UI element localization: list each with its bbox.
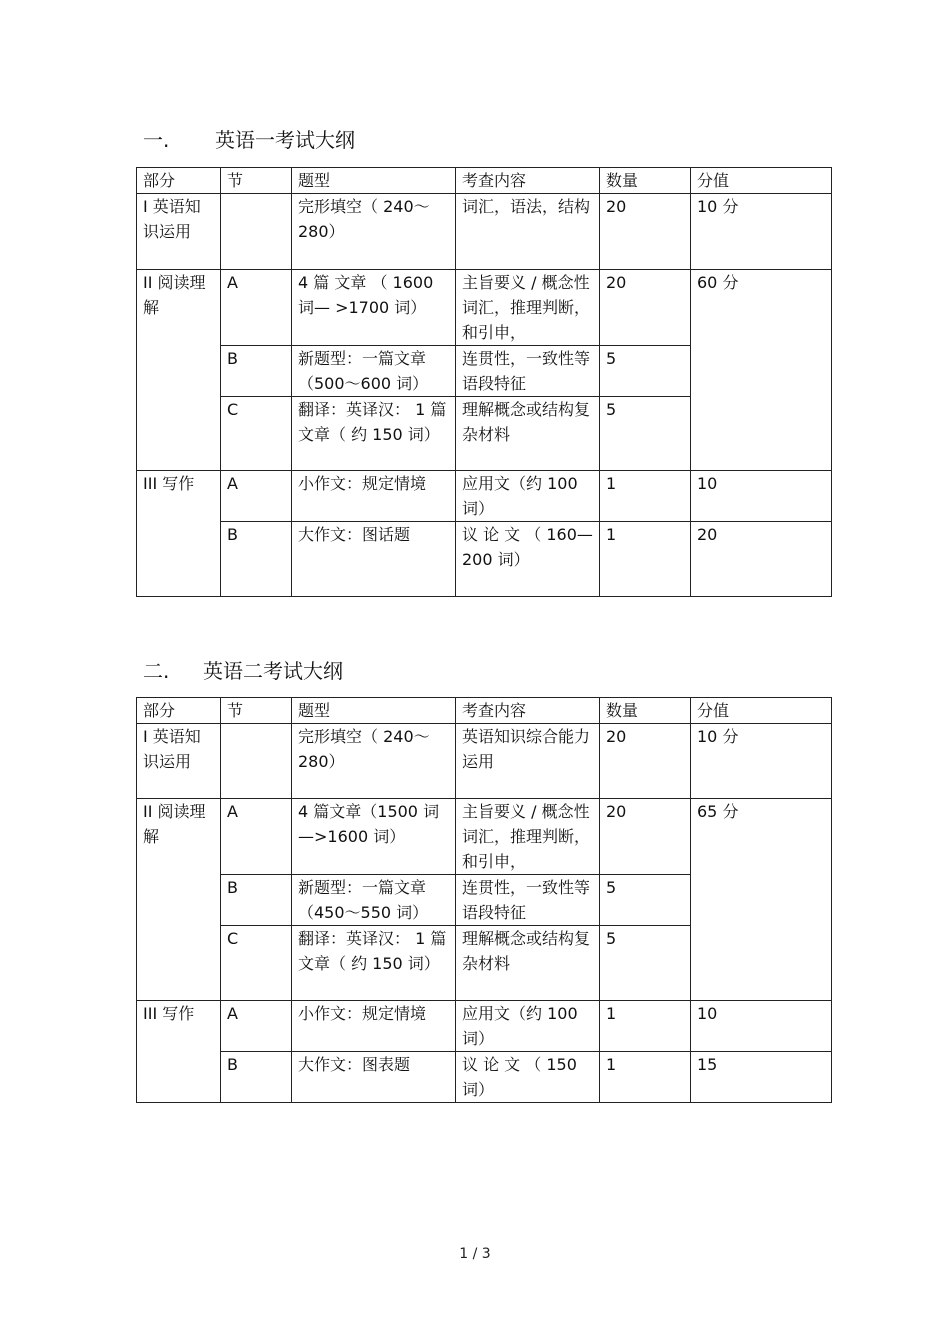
- section-title-2: [143, 659, 343, 683]
- cell-count: 20: [600, 799, 691, 875]
- cell-section: B: [221, 1052, 292, 1103]
- cell-count: 1: [600, 522, 691, 597]
- cell-content: 理解概念或结构复杂材料: [456, 926, 600, 1001]
- cell-section: C: [221, 397, 292, 471]
- header-type: 题型: [292, 698, 456, 724]
- table-row: [137, 1052, 832, 1103]
- table-header-row: [137, 698, 832, 724]
- cell-part: II 阅读理解: [137, 270, 221, 471]
- table-row: [137, 194, 832, 270]
- cell-section: B: [221, 522, 292, 597]
- cell-count: 5: [600, 397, 691, 471]
- cell-count: 5: [600, 875, 691, 926]
- header-content: 考查内容: [456, 168, 600, 194]
- page-number: 1 / 3: [459, 1246, 491, 1262]
- cell-type: 翻译：英译汉： 1 篇文章（ 约 150 词）: [292, 926, 456, 1001]
- cell-part: II 阅读理解: [137, 799, 221, 1001]
- cell-count: 20: [600, 724, 691, 799]
- cell-count: 20: [600, 270, 691, 346]
- cell-type: 新题型：一篇文章（450～550 词）: [292, 875, 456, 926]
- cell-count: 5: [600, 926, 691, 1001]
- cell-score: 65 分: [691, 799, 832, 1001]
- cell-section: A: [221, 270, 292, 346]
- outline-table-2: [136, 697, 832, 1103]
- cell-score: 60 分: [691, 270, 832, 471]
- header-type: 题型: [292, 168, 456, 194]
- cell-type: 翻译：英译汉： 1 篇文章（ 约 150 词）: [292, 397, 456, 471]
- cell-content: 词汇，语法，结构: [456, 194, 600, 270]
- cell-count: 5: [600, 346, 691, 397]
- header-part: 部分: [137, 168, 221, 194]
- header-section: 节: [221, 168, 292, 194]
- cell-score: 20: [691, 522, 832, 597]
- cell-score: 10: [691, 471, 832, 522]
- cell-content: 理解概念或结构复杂材料: [456, 397, 600, 471]
- cell-type: 4 篇文章（1500 词—>1600 词）: [292, 799, 456, 875]
- header-score: 分值: [691, 698, 832, 724]
- table-row: [137, 724, 832, 799]
- cell-part: I 英语知识运用: [137, 724, 221, 799]
- cell-type: 大作文：图话题: [292, 522, 456, 597]
- cell-count: 20: [600, 194, 691, 270]
- cell-section: C: [221, 926, 292, 1001]
- cell-count: 1: [600, 1001, 691, 1052]
- cell-score: 10: [691, 1001, 832, 1052]
- cell-section: B: [221, 346, 292, 397]
- section-number: 一.: [143, 128, 170, 152]
- table-row: [137, 1001, 832, 1052]
- cell-score: 10 分: [691, 194, 832, 270]
- cell-content: 议 论 文 （ 160—200 词）: [456, 522, 600, 597]
- cell-content: 主旨要义 / 概念性词汇，推理判断，和引申，: [456, 799, 600, 875]
- cell-part: III 写作: [137, 1001, 221, 1103]
- cell-type: 小作文：规定情境: [292, 1001, 456, 1052]
- cell-type: 小作文：规定情境: [292, 471, 456, 522]
- cell-content: 应用文（约 100 词）: [456, 471, 600, 522]
- cell-part: I 英语知识运用: [137, 194, 221, 270]
- cell-section: [221, 194, 292, 270]
- cell-part: III 写作: [137, 471, 221, 597]
- section-title-1: [143, 128, 355, 152]
- cell-score: 10 分: [691, 724, 832, 799]
- cell-content: 应用文（约 100 词）: [456, 1001, 600, 1052]
- section-number: 二.: [143, 659, 170, 683]
- table-row: [137, 471, 832, 522]
- cell-section: A: [221, 1001, 292, 1052]
- cell-content: 连贯性，一致性等语段特征: [456, 346, 600, 397]
- table-header-row: [137, 168, 832, 194]
- cell-section: A: [221, 799, 292, 875]
- section-heading: 英语二考试大纲: [203, 659, 343, 683]
- table-row: [137, 799, 832, 875]
- cell-content: 英语知识综合能力运用: [456, 724, 600, 799]
- cell-count: 1: [600, 471, 691, 522]
- cell-content: 议 论 文 （ 150 词）: [456, 1052, 600, 1103]
- table-row: [137, 270, 832, 346]
- header-part: 部分: [137, 698, 221, 724]
- header-count: 数量: [600, 168, 691, 194]
- header-content: 考查内容: [456, 698, 600, 724]
- header-section: 节: [221, 698, 292, 724]
- cell-content: 主旨要义 / 概念性词汇，推理判断，和引申，: [456, 270, 600, 346]
- outline-table-1: [136, 167, 832, 597]
- table-row: [137, 522, 832, 597]
- cell-section: [221, 724, 292, 799]
- cell-type: 完形填空（ 240～280）: [292, 194, 456, 270]
- cell-score: 15: [691, 1052, 832, 1103]
- section-heading: 英语一考试大纲: [215, 128, 355, 152]
- cell-section: B: [221, 875, 292, 926]
- cell-type: 新题型：一篇文章（500～600 词）: [292, 346, 456, 397]
- cell-section: A: [221, 471, 292, 522]
- cell-type: 4 篇 文章 （ 1600 词— >1700 词）: [292, 270, 456, 346]
- cell-type: 完形填空（ 240～280）: [292, 724, 456, 799]
- cell-count: 1: [600, 1052, 691, 1103]
- header-count: 数量: [600, 698, 691, 724]
- cell-type: 大作文：图表题: [292, 1052, 456, 1103]
- header-score: 分值: [691, 168, 832, 194]
- cell-content: 连贯性，一致性等语段特征: [456, 875, 600, 926]
